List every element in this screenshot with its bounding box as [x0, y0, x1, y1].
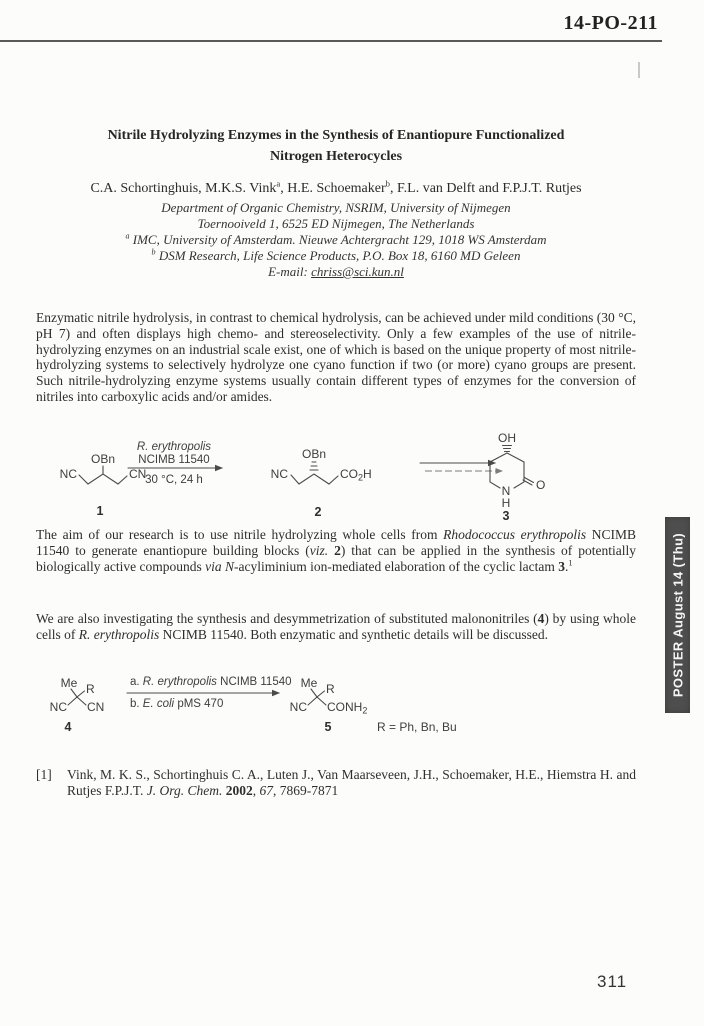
svg-text:NC: NC — [49, 700, 67, 714]
compound-3-structure — [490, 431, 545, 523]
svg-text:R: R — [326, 682, 335, 696]
compound-4-structure — [50, 676, 105, 734]
affiliation-department: Department of Organic Chemistry, NSRIM, University of Nijmegen — [161, 200, 511, 215]
email-line: E-mail: chriss@sci.kun.nl — [268, 264, 404, 279]
svg-text:NC: NC — [289, 700, 307, 714]
page-title — [36, 125, 636, 167]
authors-line: C.A. Schortinghuis, M.K.S. Vink$^a$, H.E. Schoemaker$^b$, F.L. van Delft and F.P.J.T. Rutjes — [90, 178, 582, 196]
svg-text:OBn: OBn — [90, 452, 116, 466]
svg-text:1: 1 — [96, 504, 104, 518]
affiliations-block — [36, 200, 636, 280]
poster-session-tab-label: POSTER August 14 (Thu) — [670, 532, 685, 698]
svg-text:2: 2 — [314, 505, 322, 519]
compound-1-structure — [60, 452, 147, 518]
affiliation-a: $^a$ IMC, University of Amsterdam. Nieuwe Achtergracht 129, 1018 WS Amsterdam — [125, 231, 547, 247]
compound-2-structure — [271, 447, 372, 519]
affiliation-address: Toernooiveld 1, 6525 ED Nijmegen, The Netherlands — [197, 216, 475, 231]
reaction-scheme-1 — [36, 430, 636, 530]
svg-text:OH: OH — [498, 431, 516, 445]
affiliation-b: $^b$ DSM Research, Life Science Products, P.O. Box 18, 6160 MD Geleen — [151, 247, 521, 263]
svg-text:a. R. erythropolis NCIMB 11540: a. R. erythropolis NCIMB 11540 — [130, 676, 292, 688]
svg-text:NCIMB 11540: NCIMB 11540 — [138, 454, 210, 466]
svg-text:Me: Me — [60, 676, 78, 690]
reference-marker: [1] — [36, 767, 52, 782]
svg-text:Me: Me — [300, 676, 318, 690]
svg-text:R. erythropolis: R. erythropolis — [136, 441, 212, 453]
abstract-paragraph-2: The aim of our research is to use nitrile hydrolyzing whole cells from Rhodococcus erythropolis NCIMB 11540 to generate enantiopure building blocks (viz. 2) that can be applied in the synthesis of potentially biologically active compounds via N-acyliminium ion-mediated elaboration of the cyclic lactam 3.$^1$ — [36, 527, 637, 574]
scan-artifact — [638, 62, 640, 78]
r-group-note: R = Ph, Bn, Bu — [377, 720, 457, 734]
svg-text:O: O — [536, 478, 546, 492]
reaction-scheme-2 — [36, 670, 636, 762]
svg-text:OBn: OBn — [301, 447, 327, 461]
poster-session-tab — [665, 517, 690, 713]
svg-text:30 °C, 24 h: 30 °C, 24 h — [145, 474, 203, 486]
abstract-paragraph-3: We are also investigating the synthesis and desymmetrization of substituted malononitriles (4) by using whole cells of R. erythropolis NCIMB 11540. Both enzymatic and synthetic details will be discussed. — [36, 611, 636, 642]
svg-text:NC: NC — [59, 467, 77, 481]
svg-text:CN: CN — [129, 467, 147, 481]
page-number: 311 — [597, 972, 628, 991]
svg-text:5: 5 — [324, 720, 332, 734]
svg-text:N: N — [501, 484, 511, 498]
svg-text:3: 3 — [502, 509, 510, 523]
reference-text: Vink, M. K. S., Schortinghuis C. A., Luten J., Van Maarseveen, J.H., Schoemaker, H.E., Hiemstra H. and Rutjes F.P.J.T. J. Org. Chem. 2002, 67, 7869-7871 — [67, 767, 636, 798]
title-line-2: Nitrogen Heterocycles — [269, 149, 403, 164]
compound-5-structure — [290, 676, 368, 734]
svg-text:NC: NC — [270, 467, 288, 481]
svg-text:CONH2: $CONH_2$ — [327, 700, 368, 716]
reaction-arrow-2 — [127, 676, 292, 710]
svg-text:CO2H: $CO_2H$ — [340, 467, 372, 483]
svg-text:4: 4 — [64, 720, 72, 734]
svg-text:CN: CN — [87, 700, 105, 714]
abstract-code: 14-PO-211 — [563, 12, 658, 34]
header-divider — [0, 40, 662, 42]
reference-entry — [36, 767, 636, 799]
title-line-1: Nitrile Hydrolyzing Enzymes in the Synthesis of Enantiopure Functionalized — [107, 128, 565, 143]
abstract-paragraph-1: Enzymatic nitrile hydrolysis, in contrast to chemical hydrolysis, can be achieved under mild conditions (30 °C, pH 7) and often displays high chemo- and stereoselectivity. Only a few examples of the use of nitrile-hydrolyzing enzymes on an industrial scale exist, one of which is based on the unique property of most nitrile-hydrolyzing systems to selectively hydrolyze one cyano function if two (or more) cyano groups are present. Such nitrile-hydrolyzing enzyme systems usually contain different types of enzymes for the conversion of nitriles into carboxylic acids and/or amides. — [36, 310, 636, 404]
svg-text:R: R — [86, 682, 95, 696]
svg-text:b. E. coli pMS 470: b. E. coli pMS 470 — [130, 698, 224, 710]
svg-text:H: H — [501, 496, 511, 510]
